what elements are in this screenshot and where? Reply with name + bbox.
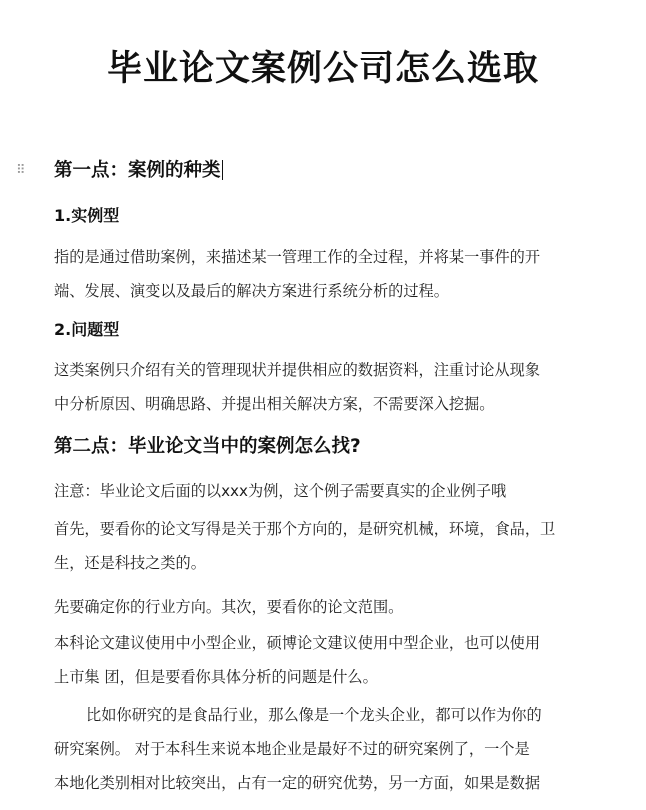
section-2-paragraph-enterprise-size [54,626,602,694]
paragraph-line: 生，还是科技之类的。 [54,554,206,572]
paragraph-line: 先要确定你的行业方向。其次，要看你的论文范围。 [54,598,404,616]
section-1-sub-1-paragraph [54,240,602,308]
section-1-sub-2-heading: 2.问题型 [54,320,120,339]
section-2-paragraph-example [54,698,602,800]
section-1-heading-text: 第一点：案例的种类 [54,160,221,181]
section-1-sub-1-heading: 1.实例型 [54,206,120,225]
paragraph-line: 首先，要看你的论文写得是关于那个方向的，是研究机械，环境，食品，卫 [54,520,556,538]
section-2-note-paragraph [54,474,602,508]
section-1-sub-2-paragraph [54,353,602,421]
paragraph-line: 比如你研究的是食品行业，那么像是一个龙头企业，都可以作为你的 [86,706,542,724]
document-title: 毕业论文案例公司怎么选取 [106,49,539,89]
paragraph-line: 指的是通过借助案例，来描述某一管理工作的全过程，并将某一事件的开 [54,248,540,266]
drag-handle-icon[interactable]: ⠿ [16,163,27,178]
section-2-heading: 第二点：毕业论文当中的案例怎么找? [54,436,361,457]
paragraph-line: 注意：毕业论文后面的以xxx为例，这个例子需要真实的企业例子哦 [54,482,507,500]
section-1-heading[interactable] [54,158,223,184]
paragraph-line: 本科论文建议使用中小型企业，硕博论文建议使用中型企业，也可以使用 [54,634,540,652]
paragraph-line: 端、发展、演变以及最后的解决方案进行系统分析的过程。 [54,282,449,300]
text-cursor [222,160,223,180]
section-2-paragraph-direction [54,512,602,580]
section-2-paragraph-industry [54,590,602,624]
paragraph-line: 中分析原因、明确思路、并提出相关解决方案，不需要深入挖掘。 [54,395,495,413]
paragraph-line: 研究案例。 对于本科生来说本地企业是最好不过的研究案例了，一个是 [54,740,530,758]
paragraph-line: 这类案例只介绍有关的管理现状并提供相应的数据资料，注重讨论从现象 [54,361,540,379]
paragraph-line: 上市集 团，但是要看你具体分析的问题是什么。 [54,668,378,686]
paragraph-line: 本地化类别相对比较突出，占有一定的研究优势，另一方面，如果是数据 [54,774,540,792]
